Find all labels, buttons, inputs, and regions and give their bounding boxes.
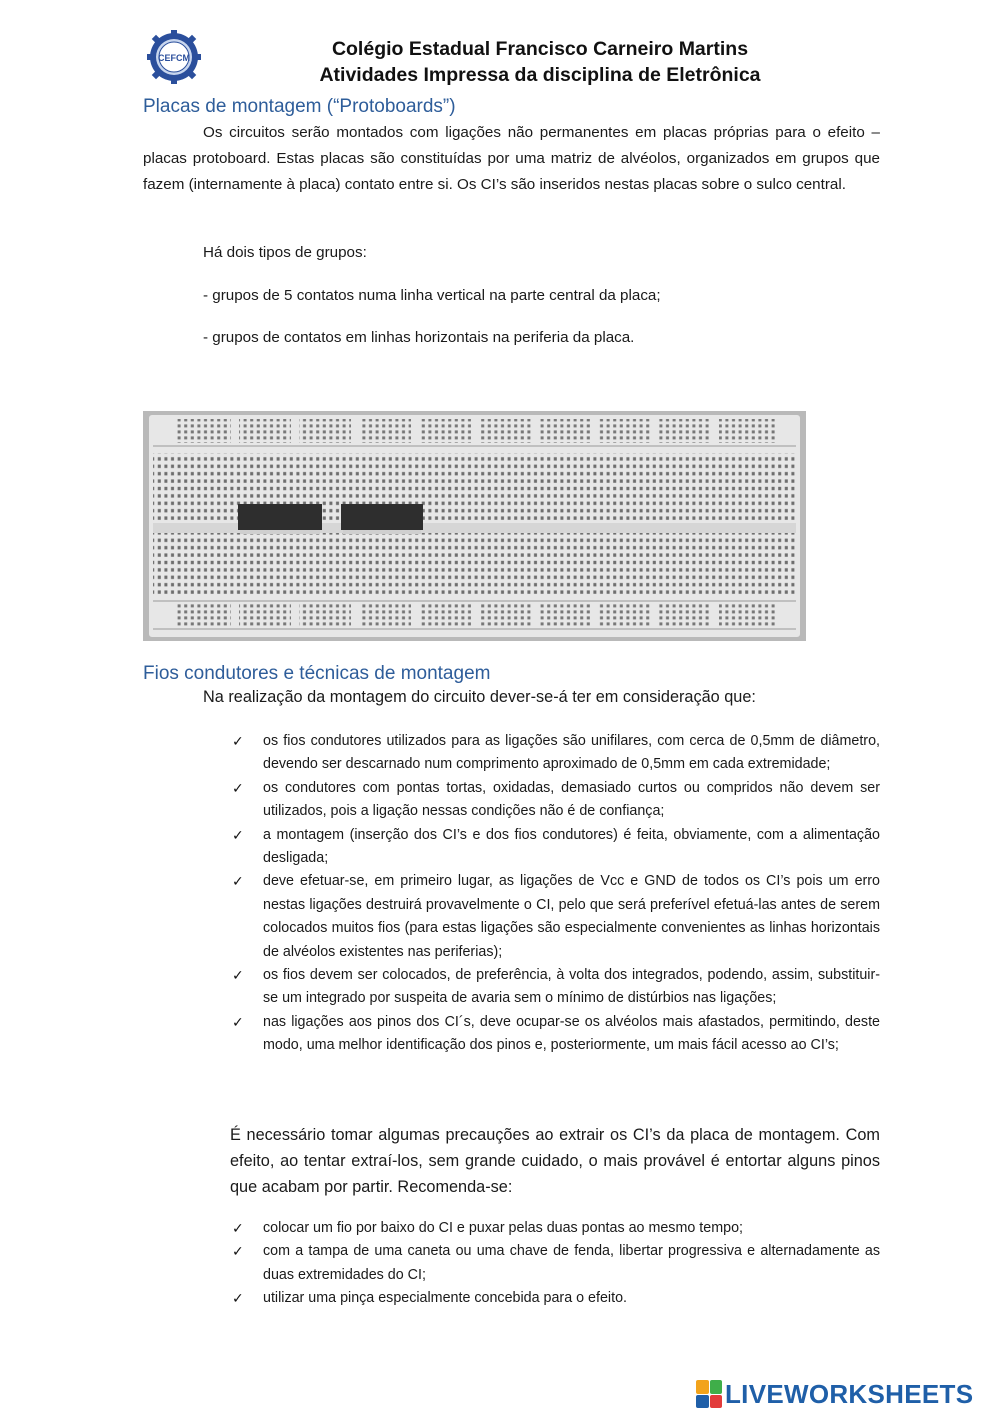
recommendations-list (230, 1217, 880, 1311)
check-icon: ✓ (232, 826, 244, 843)
document-subtitle: Atividades Impressa da disciplina de Eletrônica (319, 64, 761, 86)
list-item: ✓ colocar um fio por baixo do CI e puxar pelas duas pontas ao mesmo tempo; (230, 1217, 880, 1240)
school-logo (147, 30, 201, 84)
liveworksheets-brand: LIVEWORKSHEETS (725, 1378, 974, 1409)
check-icon: ✓ (232, 1013, 244, 1030)
check-icon: ✓ (232, 1290, 244, 1307)
group-types-heading: Há dois tipos de grupos: (203, 244, 367, 261)
check-icon: ✓ (232, 873, 244, 890)
school-name: Colégio Estadual Francisco Carneiro Martins (331, 38, 749, 60)
list-item: ✓ os fios devem ser colocados, de preferência, à volta dos integrados, podendo, assim, substituir-se um integrado por suspeita de avaria sem o mínimo de distúrbios nas ligações; (230, 964, 880, 1011)
protoboard-intro: Os circuitos serão montados com ligações não permanentes em placas próprias para o efeito – placas protoboard. Estas placas são constituídas por uma matriz de alvéolos, organizados em grupos que fazem (internamente à placa) contato entre si. Os CI’s são inseridos nestas placas sobre o sulco central. (143, 124, 880, 193)
list-item: ✓ nas ligações aos pinos dos CI´s, deve ocupar-se os alvéolos mais afastados, permitindo, deste modo, uma melhor identificação dos pinos e, posteriormente, um mais fácil acesso ao CI’s; (230, 1011, 880, 1058)
logo-text: CEFCM (158, 53, 190, 63)
section-title-wires: Fios condutores e técnicas de montagem (143, 663, 491, 684)
wires-intro: Na realização da montagem do circuito dever-se-á ter em consideração que: (203, 688, 756, 706)
check-icon: ✓ (232, 967, 244, 984)
liveworksheets-watermark (696, 1377, 973, 1411)
list-item: ✓ utilizar uma pinça especialmente concebida para o efeito. (230, 1287, 880, 1310)
list-item: ✓ com a tampa de uma caneta ou uma chave de fenda, libertar progressiva e alternadamente as duas extremidades do CI; (230, 1240, 880, 1287)
list-item: ✓ os condutores com pontas tortas, oxidadas, demasiado curtos ou compridos não devem ser utilizados, pois a ligação nessas condições não é de confiança; (230, 777, 880, 824)
protoboard-photo (143, 411, 806, 641)
mounting-rules-list (230, 730, 880, 1058)
ic-chip-2 (341, 504, 423, 534)
group-type-horizontal: - grupos de contatos em linhas horizontais na periferia da placa. (203, 329, 635, 346)
group-type-vertical: - grupos de 5 contatos numa linha vertical na parte central da placa; (203, 287, 661, 304)
document-header (250, 36, 830, 88)
list-item: ✓ deve efetuar-se, em primeiro lugar, as ligações de Vcc e GND de todos os CI’s pois um erro nestas ligações destruirá provavelmente o CI, pelo que será preferível efetuá-las antes de serem colocados muitos fios (para estas ligações são especialmente convenientes as linhas horizontais de alvéolos existentes nas periferias); (230, 870, 880, 964)
liveworksheets-logo-icon (696, 1380, 722, 1408)
list-item: ✓ os fios condutores utilizados para as ligações são unifilares, com cerca de 0,5mm de diâmetro, devendo ser descarnado num comprimento aproximado de 0,5mm em cada extremidade; (230, 730, 880, 777)
section-title-protoboards: Placas de montagem (“Protoboards”) (143, 96, 456, 117)
check-icon: ✓ (232, 779, 244, 796)
check-icon: ✓ (232, 733, 244, 749)
ic-chip-1 (238, 504, 322, 534)
list-item: ✓ a montagem (inserção dos CI’s e dos fios condutores) é feita, obviamente, com a alimentação desligada; (230, 824, 880, 871)
extraction-precautions: É necessário tomar algumas precauções ao extrair os CI’s da placa de montagem. Com efeito, ao tentar extraí-los, sem grande cuidado, o mais provável é entortar alguns pinos que acabam por partir. Recomenda-se: (230, 1126, 880, 1196)
check-icon: ✓ (232, 1220, 244, 1236)
check-icon: ✓ (232, 1243, 244, 1260)
